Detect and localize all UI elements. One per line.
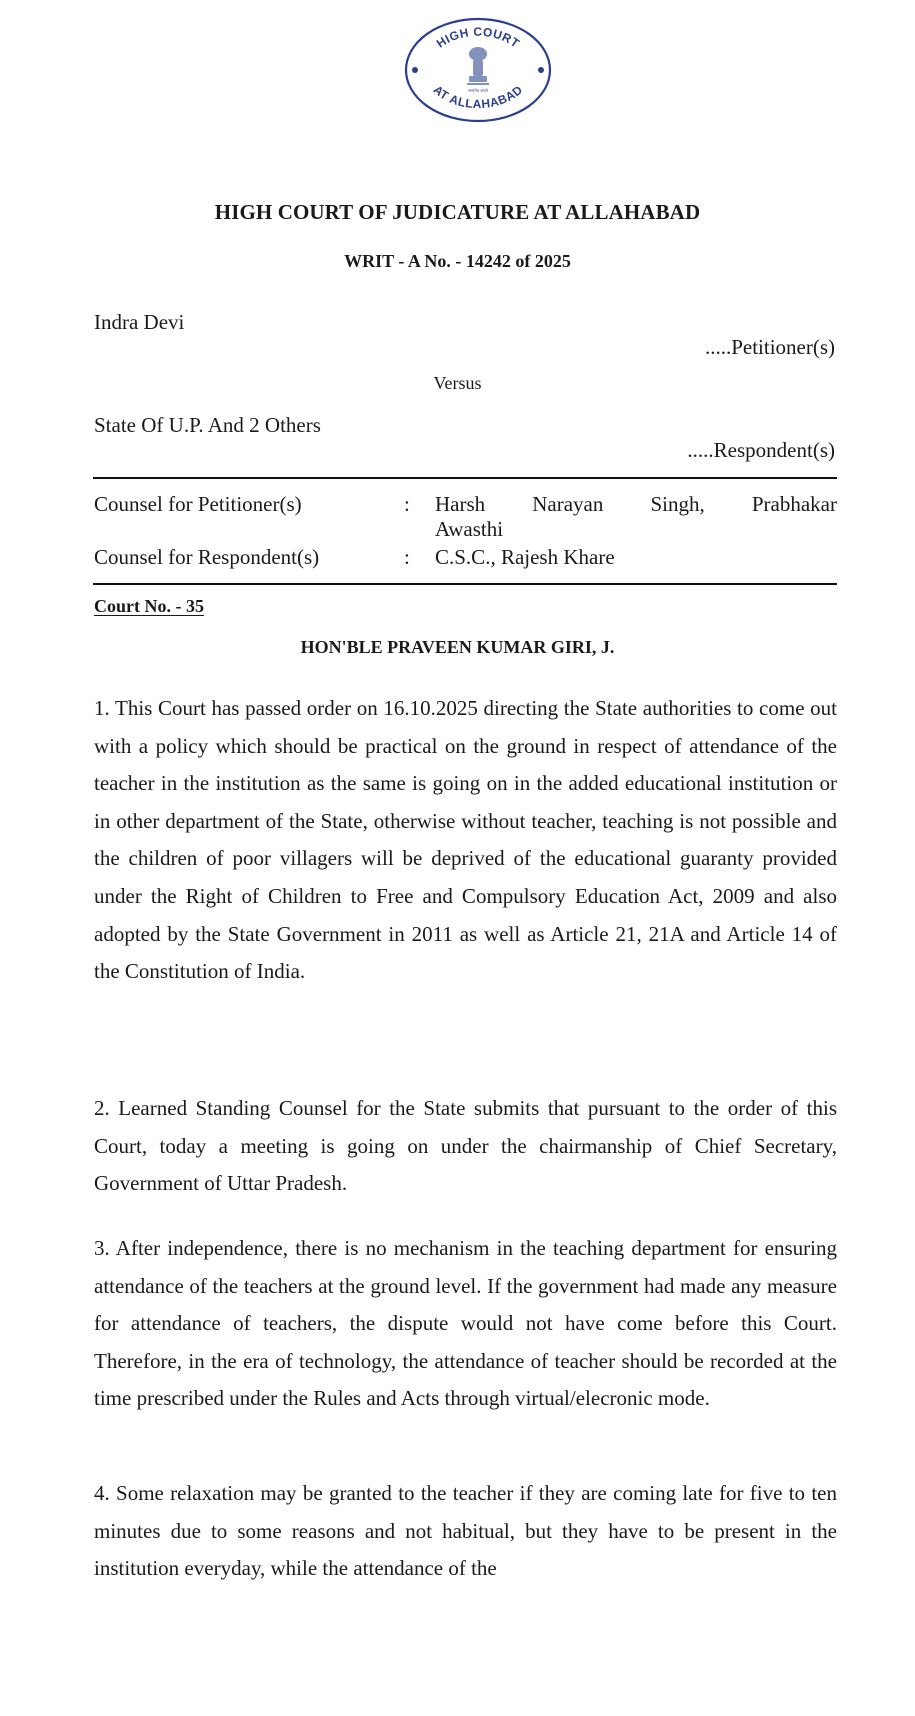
divider-bottom	[93, 583, 837, 585]
court-title: HIGH COURT OF JUDICATURE AT ALLAHABAD	[214, 200, 701, 224]
seal-motto: सत्यमेव जयते	[468, 88, 488, 93]
judge-name: HON'BLE PRAVEEN KUMAR GIRI, J.	[300, 637, 615, 657]
seal-bottom-text: AT ALLAHABAD	[430, 82, 526, 112]
counsel-separator: :	[404, 545, 410, 569]
petitioner-role: .....Petitioner(s)	[704, 335, 835, 359]
counsel-petitioner-value-line1: Harsh Narayan Singh, Prabhakar	[435, 492, 837, 516]
counsel-petitioner-label: Counsel for Petitioner(s)	[94, 492, 302, 516]
paragraph-3: 3. After independence, there is no mechanism in the teaching department for ensuring attendance of the teachers at the ground level. If the government had made any measure for attendance of teachers, the dispute would not have come before this Court. Therefore, in the era of technology, the attendance of teacher should be recorded at the time prescribed under the Rules and Acts through virtual/elecronic mode.	[94, 1236, 837, 1411]
paragraph-4: 4. Some relaxation may be granted to the teacher if they are coming late for five to ten minutes due to some reasons and not habitual, but they have to be present in the institution everyday, while the attendance of the	[94, 1481, 837, 1581]
counsel-separator: :	[404, 492, 410, 516]
respondent-role: .....Respondent(s)	[687, 438, 835, 462]
petitioner-name: Indra Devi	[94, 310, 185, 334]
svg-text:HIGH COURT	[434, 25, 522, 51]
writ-number: WRIT - A No. - 14242 of 2025	[344, 251, 571, 271]
respondent-name: State Of U.P. And 2 Others	[94, 413, 321, 437]
divider-top	[93, 477, 837, 479]
court-number: Court No. - 35	[94, 596, 204, 616]
counsel-respondent-label: Counsel for Respondent(s)	[94, 545, 320, 569]
seal-top-text: HIGH COURT	[433, 24, 523, 51]
counsel-petitioner-value-line2: Awasthi	[435, 517, 504, 541]
versus-label: Versus	[433, 373, 482, 393]
counsel-petitioner-value	[435, 492, 837, 542]
high-court-seal-icon	[403, 16, 553, 124]
paragraph-2: 2. Learned Standing Counsel for the State submits that pursuant to the order of this Court, today a meeting is going on under the chairmanship of Chief Secretary, Government of Uttar Pradesh.	[94, 1096, 837, 1196]
svg-text:AT ALLAHABAD	[431, 83, 526, 112]
counsel-respondent-value: C.S.C., Rajesh Khare	[435, 545, 615, 569]
paragraph-1: 1. This Court has passed order on 16.10.2025 directing the State authorities to come out with a policy which should be practical on the ground in respect of attendance of the teacher in the institution as the same is going on in the added educational institution or in other department of the State, otherwise without teacher, teaching is not possible and the children of poor villagers will be deprived of the educational guaranty provided under the Right of Children to Free and Compulsory Education Act, 2009 and also adopted by the State Government in 2011 as well as Article 21, 21A and Article 14 of the Constitution of India.	[94, 696, 837, 984]
